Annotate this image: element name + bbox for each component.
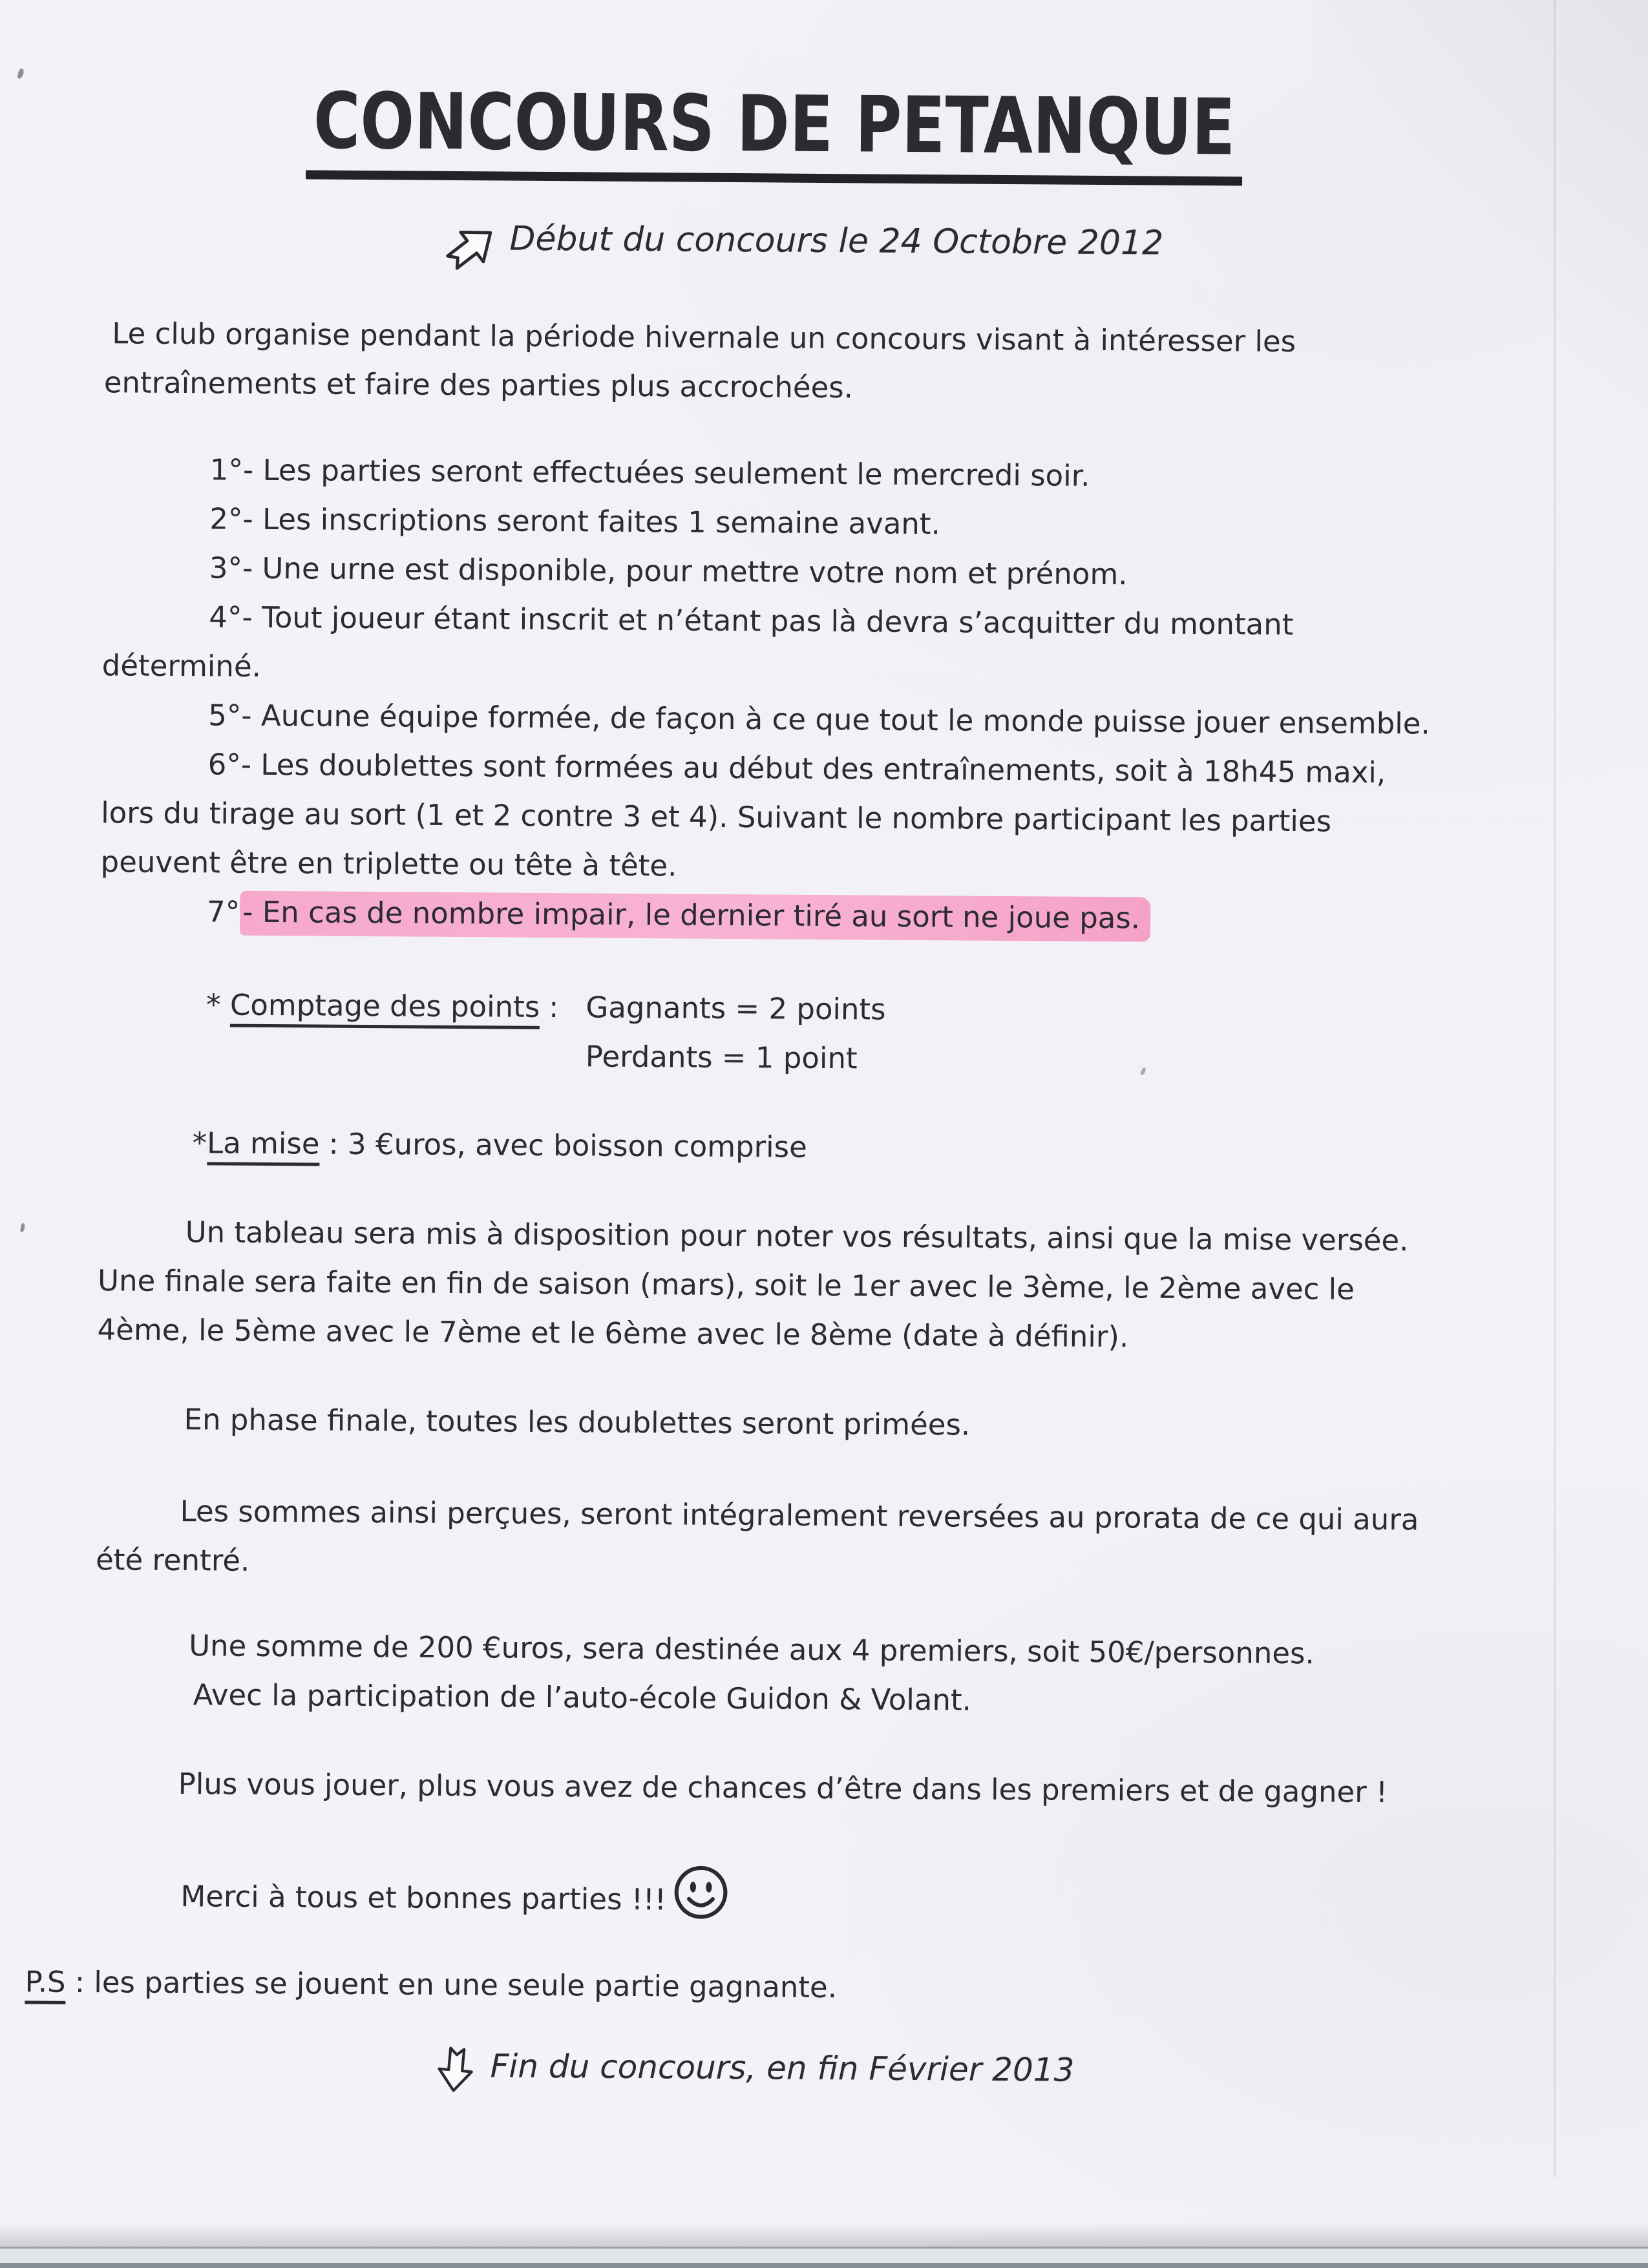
- rule-marker: 1°: [209, 452, 244, 487]
- smiley-face-icon: [671, 1862, 732, 1922]
- thanks-line: [180, 1872, 1431, 1930]
- paragraph-prize: Une somme de 200 €uros, sera destinée aux 4 premiers, soit 50€/personnes.: [189, 1628, 1315, 1671]
- arrow-up-right-icon: [441, 216, 503, 278]
- rule-text: - Les parties seront effectuées seulement le mercredi soir.: [242, 452, 1090, 494]
- rule-marker: 7°: [206, 894, 240, 929]
- stake-text: : 3 €uros, avec boisson comprise: [328, 1126, 807, 1165]
- paper-bottom-shadow: [0, 2223, 1648, 2247]
- paragraph-sponsor: Avec la participation de l’auto-école Guidon & Volant.: [193, 1677, 972, 1717]
- intro-paragraph: Le club organise pendant la période hivernale un concours visant à intéresser les entraînements et faire des parties plus accrochées.: [103, 316, 1296, 405]
- ps-text: : les parties se jouent en une seule partie gagnante.: [65, 1965, 838, 2005]
- rule-text: - Les inscriptions seront faites 1 semaine avant.: [242, 501, 941, 541]
- scoring-colon: :: [549, 990, 559, 1025]
- end-date-line: [428, 2043, 1430, 2105]
- scan-speck: [20, 1223, 25, 1233]
- rule-text: - Une urne est disponible, pour mettre votre nom et prénom.: [242, 551, 1128, 592]
- thanks-text: Merci à tous et bonnes parties !!!: [180, 1879, 667, 1917]
- document-content: [25, 0, 1444, 2105]
- corner-shadow: [1312, 0, 1648, 465]
- scanner-background: [0, 2249, 1648, 2268]
- scoring-values: [586, 983, 886, 1084]
- end-date-text: Fin du concours, en fin Février 2013: [490, 2047, 1075, 2089]
- start-date-line: [441, 216, 1443, 285]
- scan-speck: [17, 68, 25, 79]
- scoring-label: Comptage des points: [230, 988, 540, 1029]
- rules-list: [100, 445, 1441, 945]
- start-date-text: Début du concours le 24 Octobre 2012: [509, 219, 1164, 263]
- rule-text: - Les doublettes sont formées au début des entraînements, soit à 18h45 maxi, lors du tirage au sort (1 et 2 contre 3 et 4). Suivant le nombre participant les parties peuvent être en triplette ou tête à tête.: [100, 747, 1386, 883]
- paragraph-final-phase: En phase finale, toutes les doublettes seront primées.: [184, 1402, 971, 1442]
- paragraph-play-more: Plus vous jouer, plus vous avez de chances d’être dans les premiers et de gagner !: [178, 1767, 1388, 1810]
- ps-label: P.S: [25, 1965, 65, 2004]
- rule-marker: 4°: [209, 600, 242, 635]
- stake-label: La mise: [207, 1126, 320, 1166]
- paragraph-board: Un tableau sera mis à disposition pour noter vos résultats, ainsi que la mise versée. Une finale sera faite en fin de saison (mars), soit le 1er avec le 3ème, le 2ème avec le 4ème, le 5ème avec le 7ème et le 6ème avec le 8ème (date à définir).: [97, 1215, 1409, 1354]
- ps-line: [25, 1958, 1430, 2017]
- rule-item-1: [103, 445, 1441, 503]
- scoring-losers: Perdants = 1 point: [585, 1039, 858, 1076]
- page-title: CONCOURS DE PETANQUE: [306, 80, 1243, 185]
- rule-text: - Tout joueur étant inscrit et n’étant pas là devra s’acquitter du montant déterminé.: [101, 600, 1294, 684]
- rule-item-6: [100, 739, 1439, 896]
- rule-marker: 5°: [208, 698, 242, 733]
- scoring-winners: Gagnants = 2 points: [586, 990, 886, 1027]
- rule-text: - Aucune équipe formée, de façon à ce que tout le monde puisse jouer ensemble.: [241, 698, 1430, 741]
- rule-item-2: [103, 494, 1441, 552]
- rule-item-4: [102, 592, 1441, 699]
- arrow-down-icon: [428, 2043, 483, 2098]
- rule-item-7: [100, 887, 1438, 945]
- stake-line: [192, 1118, 1436, 1176]
- scoring-heading: [206, 981, 558, 1082]
- rule-item-3: [103, 543, 1441, 601]
- title-row: [105, 0, 1444, 187]
- scoring-section: [206, 981, 1437, 1087]
- rule-marker: 6°: [207, 747, 242, 782]
- rule-item-5: [101, 690, 1439, 748]
- paragraph-sums: Les sommes ainsi perçues, seront intégralement reversées au prorata de ce qui aura été rentré.: [95, 1494, 1419, 1579]
- scoring-star: *: [206, 987, 221, 1022]
- rule-marker: 3°: [209, 551, 243, 585]
- rule-marker: 2°: [209, 501, 243, 536]
- stake-star: *: [192, 1126, 207, 1160]
- rule-text-highlighted: - En cas de nombre impair, le dernier tiré au sort ne joue pas.: [240, 891, 1150, 942]
